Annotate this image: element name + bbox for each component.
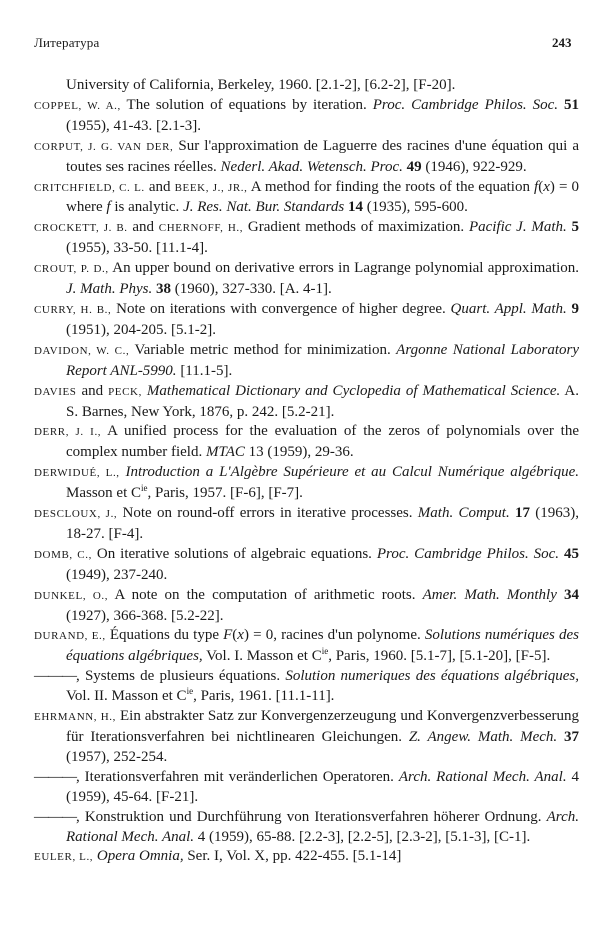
reference-entry: DAVIDON, W. C., Variable metric method for minimization. Argonne National Laboratory Report ANL-5990. [11.1-5]. [34, 341, 579, 379]
author-name: DURAND, E., [34, 630, 106, 643]
author-name: CORPUT, J. G. VAN DER, [34, 140, 174, 153]
reference-entry: EHRMANN, H., Ein abstrakter Satz zur Konvergenzerzeugung und Konvergenzverbesserung für Iterationsverfahren bei nichtlinearen Gleichungen. Z. Angew. Math. Mech. 37 (1957), 252-254. [34, 708, 580, 765]
author-name: BEEK, J., JR., [174, 181, 248, 194]
reference-entry: DOMB, C., On iterative solutions of algebraic equations. Proc. Cambridge Philos. Soc. 45 (1949), 237-240. [34, 545, 580, 583]
author-name: DAVIDON, W. C., [34, 344, 130, 357]
author-name: DERWIDUÉ, L., [34, 467, 120, 480]
reference-entry: DAVIES and PECK, Mathematical Dictionary and Cyclopedia of Mathematical Science. A. S. Barnes, New York, 1876, p. 242. [5.2-21]. [34, 382, 579, 420]
reference-entry: ———, Systems de plusieurs équations. Solution numeriques des équations algébriques, Vol. II. Masson et $C^{ie}$, Paris, 1961. [11.1-11]. [34, 668, 579, 705]
reference-entry: DURAND, E., Équations du type F(x) = 0, racines d'un polynome. Solutions numériques des équations algébriques, Vol. I. Masson et $C^{ie}$, Paris, 1960. [5.1-7], [5.1-20], [F-5]. [34, 627, 579, 665]
reference-list [34, 76, 579, 868]
author-name: CRITCHFIELD, C. L. [34, 181, 145, 194]
author-name: EHRMANN, H., [34, 711, 116, 724]
reference-continuation: University of California, Berkeley, 1960. [2.1-2], [6.2-2], [F-20]. [66, 77, 456, 93]
author-name: CHERNOFF, H., [158, 222, 244, 235]
reference-entry: CORPUT, J. G. VAN DER, Sur l'approximation de Laguerre des racines d'une équation qui a toutes ses racines réelles. Nederl. Akad. Wetensch. Proc. 49 (1946), 922-929. [34, 137, 579, 175]
author-name: CURRY, H. B., [34, 303, 112, 316]
reference-entry: DESCLOUX, J., Note on round-off errors in iterative processes. Math. Comput. 17 (1963), 18-27. [F-4]. [34, 505, 579, 542]
reference-entry: DERR, J. I., A unified process for the evaluation of the zeros of polynomials over the complex number field. MTAC 13 (1959), 29-36. [34, 423, 579, 461]
author-name: CROUT, P. D., [34, 263, 109, 276]
reference-entry: CURRY, H. B., Note on iterations with convergence of higher degree. Quart. Appl. Math. 9 (1951), 204-205. [5.1-2]. [34, 300, 579, 338]
page-number: 243 [552, 35, 572, 50]
reference-entry: EULER, L., Opera Omnia, Ser. I, Vol. X, pp. 422-455. [5.1-14] [34, 848, 402, 865]
reference-entry: CROCKETT, J. B. and CHERNOFF, H., Gradient methods of maximization. Pacific J. Math. 5 (1955), 33-50. [11.1-4]. [34, 219, 580, 257]
reference-entry: COPPEL, W. A., The solution of equations by iteration. Proc. Cambridge Philos. Soc. 51 (1955), 41-43. [2.1-3]. [34, 96, 580, 134]
ditto-dash: ——— [34, 768, 76, 785]
author-name: DESCLOUX, J., [34, 508, 118, 521]
author-name: CROCKETT, J. B. [34, 222, 128, 235]
author-name: DAVIES [34, 385, 77, 398]
author-name: COPPEL, W. A., [34, 99, 121, 112]
author-name: EULER, L., [34, 851, 94, 864]
running-header: Литература [34, 35, 100, 50]
reference-entry: DERWIDUÉ, L., Introduction a L'Algèbre Supérieure et au Calcul Numérique algébrique. Masson et $C^{ie}$, Paris, 1957. [F-6], [F-7]. [34, 464, 579, 502]
reference-entry: CRITCHFIELD, C. L. and BEEK, J., JR., A method for finding the roots of the equation f(x) = 0 where f is analytic. J. Res. Nat. Bur. Standards 14 (1935), 595-600. [34, 178, 579, 216]
reference-entry: DUNKEL, O., A note on the computation of arithmetic roots. Amer. Math. Monthly 34 (1927), 366-368. [5.2-22]. [34, 586, 579, 624]
author-name: DOMB, C., [34, 548, 92, 561]
author-name: DUNKEL, O., [34, 589, 109, 602]
ditto-dash: ——— [34, 668, 76, 685]
reference-entry: CROUT, P. D., An upper bound on derivative errors in Lagrange polynomial approximation. J. Math. Phys. 38 (1960), 327-330. [A. 4-1]. [34, 260, 579, 298]
reference-entry: ———, Konstruktion und Durchführung von Iterationsverfahren höherer Ordnung. Arch. Rational Mech. Anal. 4 (1959), 65-88. [2.2-3], [2.2-5], [2.3-2], [5.1-3], [C-1]. [34, 808, 579, 845]
ditto-dash: ——— [34, 808, 76, 825]
reference-entry: ———, Iterationsverfahren mit veränderlichen Operatoren. Arch. Rational Mech. Anal. 4 (1959), 45-64. [F-21]. [34, 768, 580, 805]
author-name: DERR, J. I., [34, 426, 102, 439]
author-name: PECK, [108, 385, 142, 398]
